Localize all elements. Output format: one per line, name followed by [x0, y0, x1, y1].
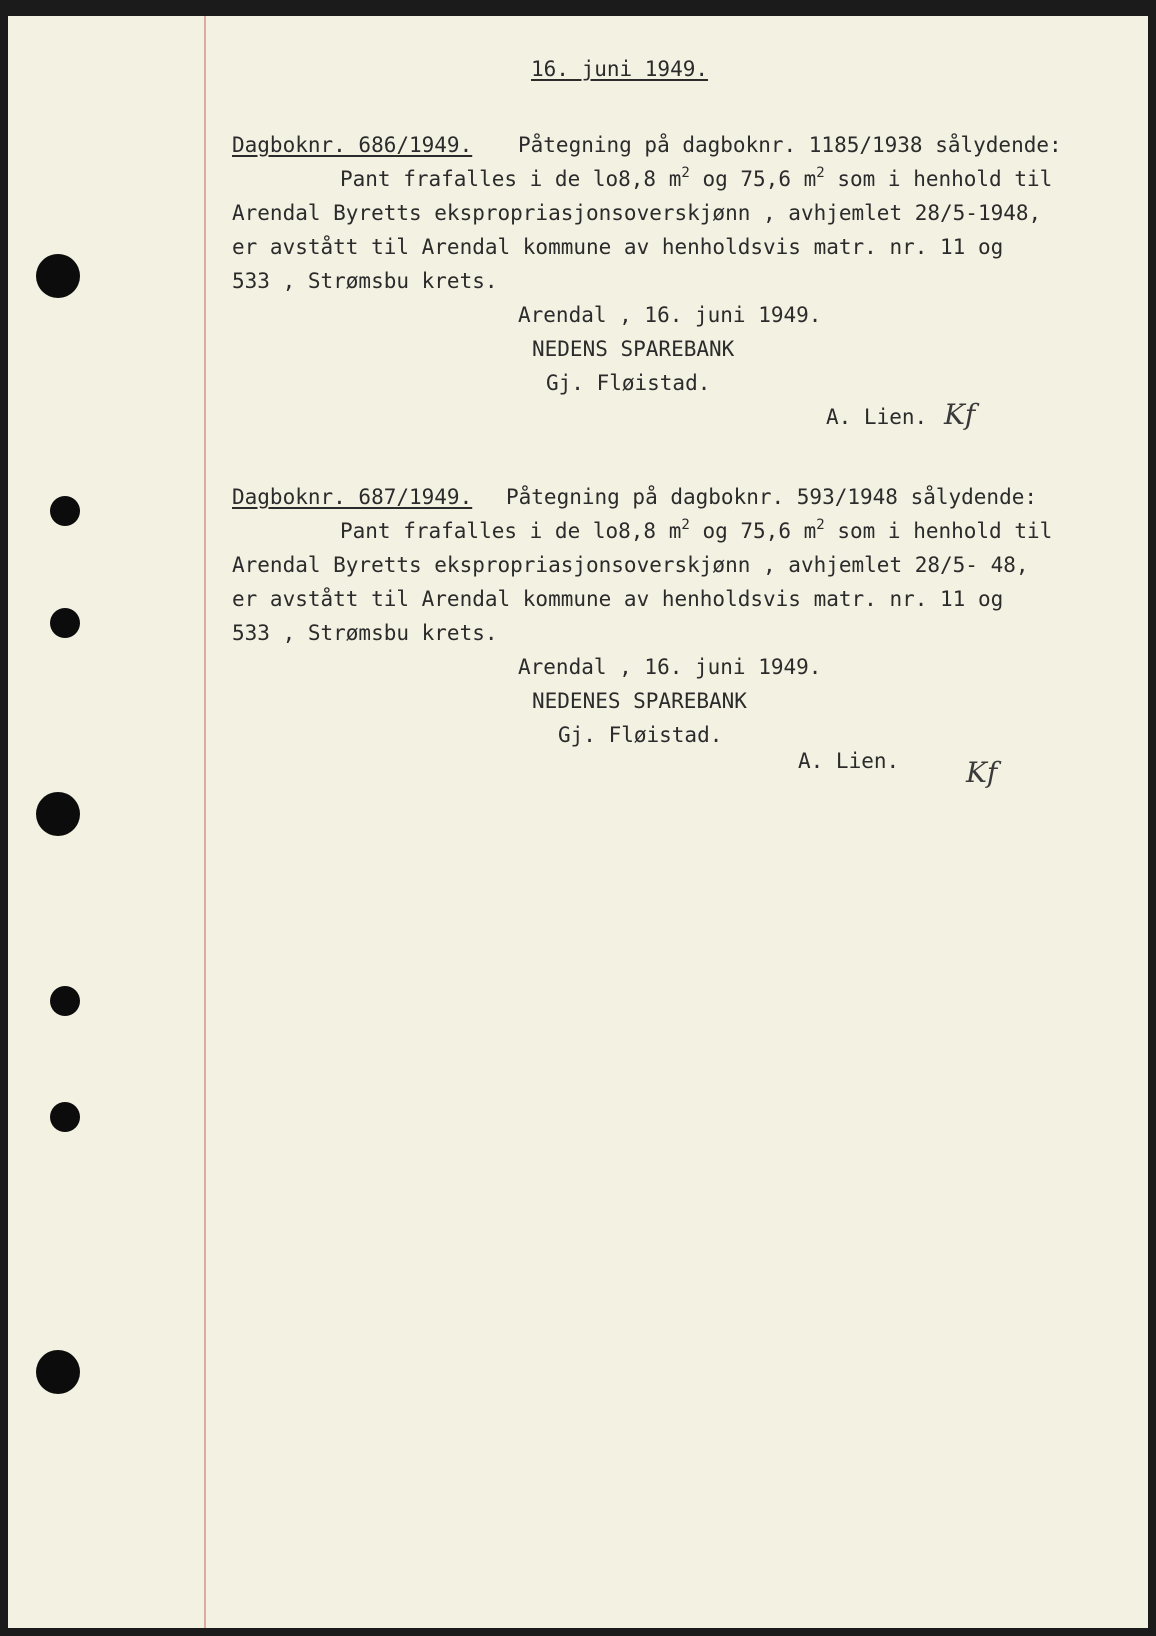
entry-2-bank: NEDENES SPAREBANK: [532, 689, 747, 713]
page-date: 16. juni 1949.: [531, 57, 709, 81]
entry-2-line3: er avstått til Arendal kommune av henholdsvis matr. nr. 11 og: [232, 587, 1004, 611]
entry-2-signer-1: Gj. Fløistad.: [558, 723, 723, 747]
entry-2-ref: Dagboknr. 687/1949.: [232, 485, 473, 509]
entry-1-intro: Påtegning på dagboknr. 1185/1938 sålydende:: [518, 133, 1062, 157]
entry-2-line1: Pant frafalles i de lo8,8 $m^2$ og 75,6 $m^2$ som i henhold til: [340, 517, 1053, 543]
entry-1-line3: er avstått til Arendal kommune av henholdsvis matr. nr. 11 og: [232, 235, 1004, 259]
entry-2-signer-2: A. Lien.: [798, 749, 900, 773]
entry-2-line4: 533 , Strømsbu krets.: [232, 621, 498, 645]
entry-1-initials-signature: Kf: [944, 398, 976, 431]
entry-1-signer-1: Gj. Fløistad.: [546, 371, 711, 395]
entry-2-line2: Arendal Byretts ekspropriasjonsoverskjønn , avhjemlet 28/5- 48,: [232, 553, 1029, 577]
binder-hole: [50, 1102, 80, 1132]
entry-1-line2: Arendal Byretts ekspropriasjonsoverskjønn , avhjemlet 28/5-1948,: [232, 201, 1042, 225]
binder-hole: [36, 792, 80, 836]
document-page: [8, 16, 1148, 1628]
entry-2-intro: Påtegning på dagboknr. 593/1948 sålydende:: [506, 485, 1038, 509]
binder-hole: [50, 608, 80, 638]
binder-hole: [50, 986, 80, 1016]
binder-hole: [36, 254, 80, 298]
entry-1-line4: 533 , Strømsbu krets.: [232, 269, 498, 293]
entry-2-place-date: Arendal , 16. juni 1949.: [518, 655, 822, 679]
entry-1-line1: Pant frafalles i de lo8,8 $m^2$ og 75,6 $m^2$ som i henhold til: [340, 165, 1053, 191]
entry-1-signer-2: A. Lien.: [826, 405, 928, 429]
binder-hole: [50, 496, 80, 526]
binder-hole: [36, 1350, 80, 1394]
entry-1-place-date: Arendal , 16. juni 1949.: [518, 303, 822, 327]
margin-line: [204, 16, 206, 1628]
entry-2-initials-signature: Kf: [966, 756, 998, 789]
entry-1-bank: NEDENS SPAREBANK: [532, 337, 735, 361]
entry-1-ref: Dagboknr. 686/1949.: [232, 133, 473, 157]
